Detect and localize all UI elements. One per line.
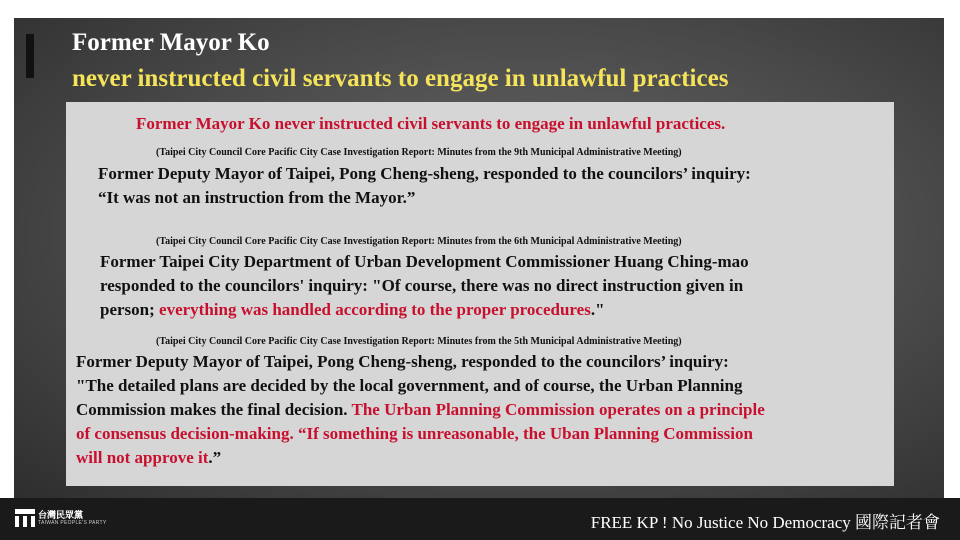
party-logo-icon (14, 508, 36, 528)
title-accent-bar (26, 34, 34, 78)
quote-5th-line-3: Commission makes the final decision. The Urban Planning Commission operates on a principle (76, 400, 765, 419)
quote-6th-line-3: person; everything was handled according to the proper procedures." (100, 300, 605, 319)
quote-5th-line-4: of consensus decision-making. “If something is unreasonable, the Uban Planning Commission (76, 424, 753, 443)
panel-heading: Former Mayor Ko never instructed civil servants to engage in unlawful practices. (136, 114, 726, 133)
quote-6th-line-1: Former Taipei City Department of Urban Development Commissioner Huang Ching-mao (100, 252, 749, 271)
slide-title: Former Mayor Ko (72, 29, 270, 56)
highlighted-phrase: everything was handled according to the proper procedures (159, 300, 591, 319)
source-citation-5th: (Taipei City Council Core Pacific City Case Investigation Report: Minutes from the 5th Municipal Administrative Meeting) (156, 336, 682, 347)
source-citation-6th: (Taipei City Council Core Pacific City Case Investigation Report: Minutes from the 6th Municipal Administrative Meeting) (156, 236, 682, 247)
quote-9th-line-1: Former Deputy Mayor of Taipei, Pong Cheng-sheng, responded to the councilors’ inquiry: (98, 164, 751, 183)
quote-9th-line-2: “It was not an instruction from the Mayor.” (98, 188, 416, 207)
quote-5th-line-2: "The detailed plans are decided by the local government, and of course, the Urban Planning (76, 376, 743, 395)
highlighted-phrase: will not approve it (76, 448, 209, 467)
footer-slogan: FREE KP ! No Justice No Democracy 國際記者會 (590, 513, 940, 532)
quote-panel (66, 102, 894, 486)
quote-5th-line-5: will not approve it.” (76, 448, 222, 467)
party-name-zh: 台灣民眾黨 (38, 510, 84, 520)
highlighted-phrase: The Urban Planning Commission operates on a principle (351, 400, 765, 419)
quote-6th-line-2: responded to the councilors' inquiry: "Of course, there was no direct instruction given in (100, 276, 744, 295)
party-name-en: TAIWAN PEOPLE'S PARTY (38, 520, 107, 526)
footer-bar (0, 498, 960, 540)
quote-5th-line-1: Former Deputy Mayor of Taipei, Pong Cheng-sheng, responded to the councilors’ inquiry: (76, 352, 729, 371)
source-citation-9th: (Taipei City Council Core Pacific City Case Investigation Report: Minutes from the 9th Municipal Administrative Meeting) (156, 147, 682, 158)
slide-subtitle: never instructed civil servants to engage in unlawful practices (72, 65, 729, 92)
